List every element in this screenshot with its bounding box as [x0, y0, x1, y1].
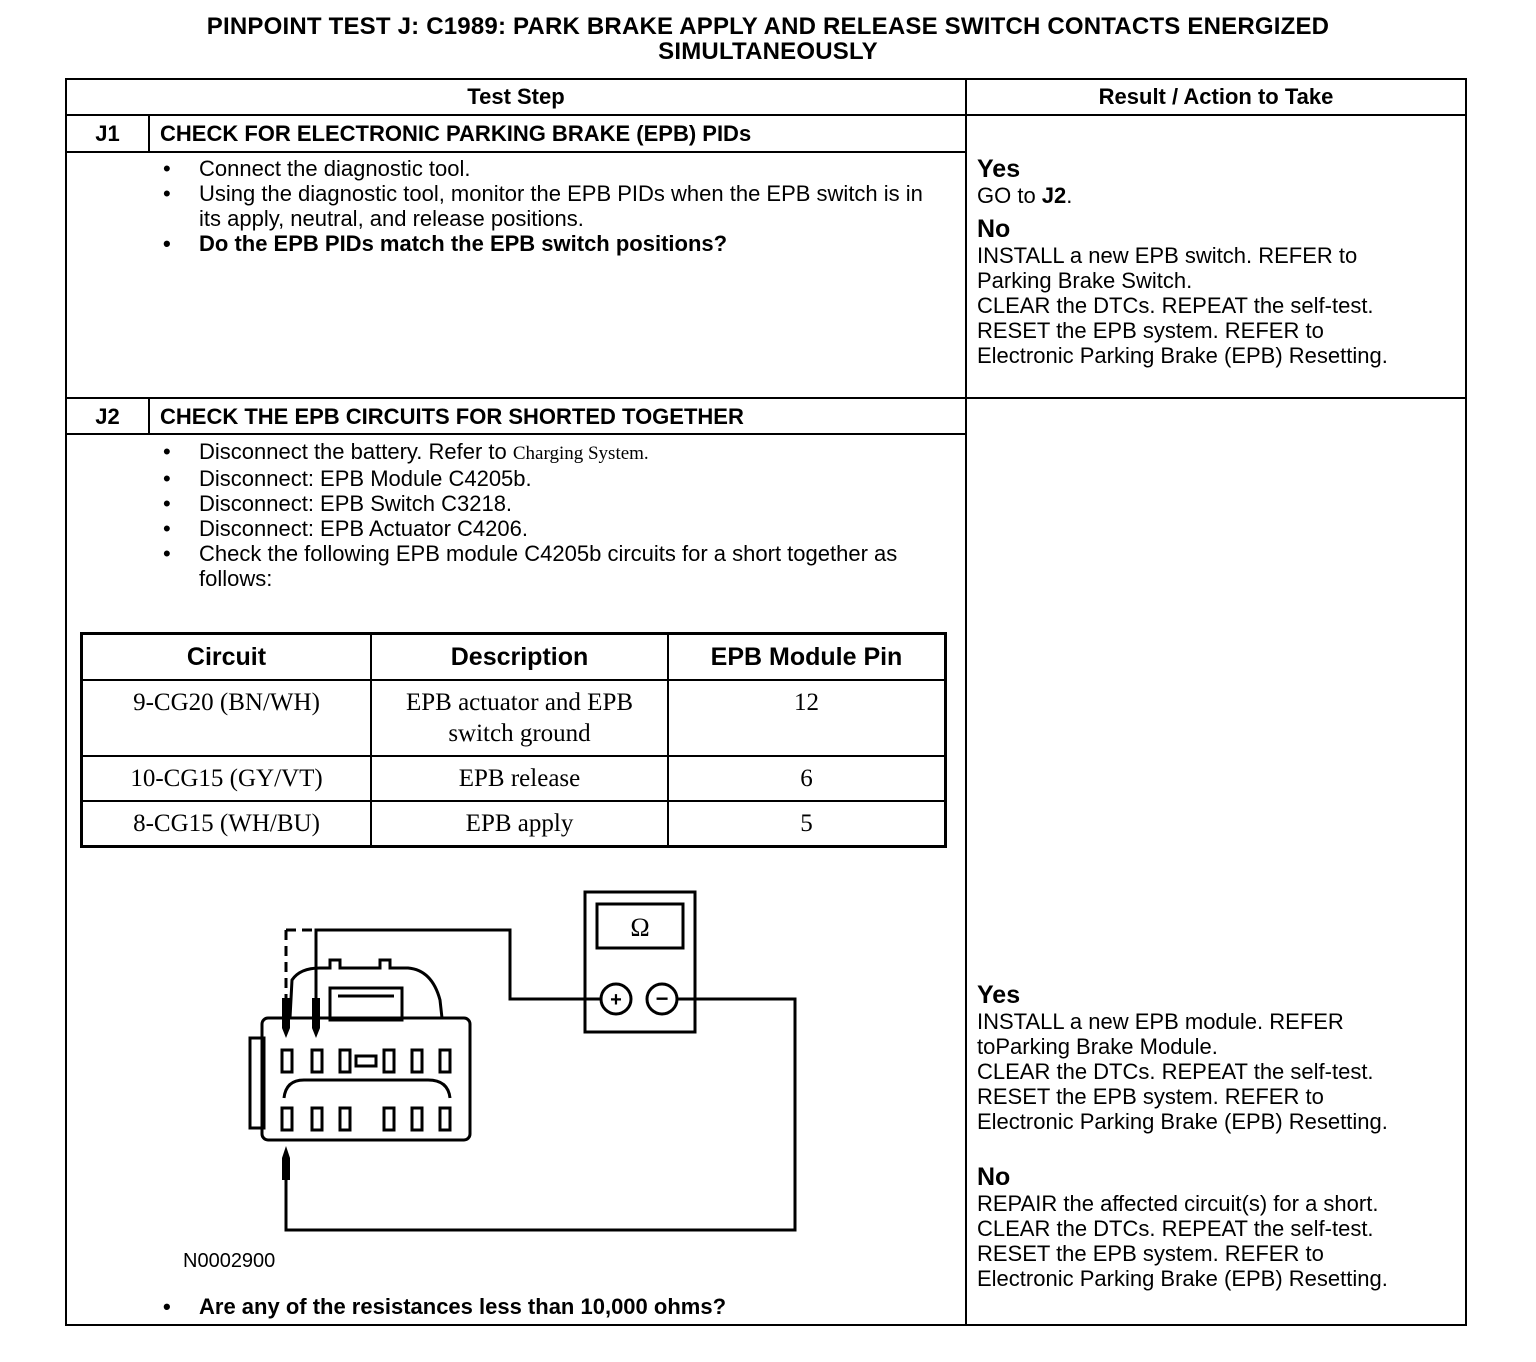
j2-no-line: Electronic Parking Brake (EPB) Resetting. — [977, 1266, 1388, 1291]
col-circuit: Circuit — [82, 634, 372, 681]
title-line-1: PINPOINT TEST J: C1989: PARK BRAKE APPLY AND RELEASE SWITCH CONTACTS ENERGIZED — [206, 13, 1330, 40]
circuit-table — [80, 632, 947, 848]
col-description: Description — [371, 634, 668, 681]
j1-no-line: CLEAR the DTCs. REPEAT the self-test. — [977, 293, 1374, 318]
result-header: Result / Action to Take — [1098, 84, 1334, 109]
j2-id-divider — [148, 399, 150, 434]
j1-yes-label: Yes — [977, 155, 1021, 183]
j2-step-title: CHECK THE EPB CIRCUITS FOR SHORTED TOGETHER — [160, 404, 744, 429]
column-divider — [965, 80, 967, 1324]
j2-no-line: REPAIR the affected circuit(s) for a short. — [977, 1191, 1379, 1216]
j2-result — [977, 982, 1462, 1291]
j2-yes-label: Yes — [977, 981, 1021, 1009]
cell-circuit: 8-CG15 (WH/BU) — [82, 801, 372, 847]
cell-description: EPB apply — [371, 801, 668, 847]
minus-sign: − — [655, 986, 669, 1011]
j1-step-title: CHECK FOR ELECTRONIC PARKING BRAKE (EPB) PIDs — [160, 121, 752, 146]
j1-step-id: J1 — [95, 121, 120, 146]
circuit-table-header — [82, 634, 946, 681]
title-line-2: SIMULTANEOUSLY — [658, 38, 878, 65]
col-module-pin: EPB Module Pin — [668, 634, 946, 681]
j2-bullet: • Check the following EPB module C4205b circuits for a short together as follows: — [151, 541, 911, 591]
j2-yes-line: CLEAR the DTCs. REPEAT the self-test. — [977, 1059, 1374, 1084]
j2-yes-line: Electronic Parking Brake (EPB) Resetting. — [977, 1109, 1388, 1134]
j1-no-line: RESET the EPB system. REFER to — [977, 318, 1324, 343]
table-row — [82, 680, 946, 756]
j2-step-id: J2 — [95, 404, 120, 429]
cell-pin: 12 — [668, 680, 946, 756]
probe-tip-1 — [282, 998, 290, 1028]
figure-id: N0002900 — [183, 1250, 276, 1272]
j1-no-label: No — [977, 215, 1011, 243]
j2-no-label: No — [977, 1163, 1011, 1191]
j1-id-divider — [148, 116, 150, 152]
j2-yes-line: toParking Brake Module. — [977, 1034, 1218, 1059]
cell-description: EPB actuator and EPB switch ground — [371, 680, 668, 756]
j1-bullet: • Connect the diagnostic tool. — [151, 156, 931, 181]
j2-no-line: CLEAR the DTCs. REPEAT the self-test. — [977, 1216, 1374, 1241]
probe-tip-2 — [312, 998, 320, 1028]
j1-bullet: • Using the diagnostic tool, monitor the EPB PIDs when the EPB switch is in its apply, neutral, and release positions. — [151, 181, 931, 231]
j2-question: • Are any of the resistances less than 10,000 ohms? — [151, 1294, 931, 1319]
j1-bullets — [151, 156, 931, 256]
ohmmeter-connector-diagram — [180, 880, 820, 1240]
negative-lead — [286, 999, 795, 1230]
ohm-symbol: Ω — [630, 913, 650, 942]
cell-circuit: 10-CG15 (GY/VT) — [82, 756, 372, 801]
test-step-header: Test Step — [467, 84, 565, 109]
j1-yes-text: GO to J2. — [977, 183, 1073, 208]
j2-bullet: • Disconnect the battery. Refer to Charging System. — [151, 439, 911, 466]
j2-bullet: • Disconnect: EPB Actuator C4206. — [151, 516, 911, 541]
j1-title-divider — [67, 151, 965, 153]
j2-yes-line: INSTALL a new EPB module. REFER — [977, 1009, 1344, 1034]
j1-result — [977, 156, 1462, 368]
table-row — [82, 801, 946, 847]
plus-sign: + — [610, 989, 622, 1011]
j1-no-line: INSTALL a new EPB switch. REFER to — [977, 243, 1358, 268]
j2-bullet: • Disconnect: EPB Module C4205b. — [151, 466, 911, 491]
j2-bullets — [151, 439, 911, 591]
j1-question: • Do the EPB PIDs match the EPB switch positions? — [151, 231, 931, 256]
table-row — [82, 756, 946, 801]
j2-bullet: • Disconnect: EPB Switch C3218. — [151, 491, 911, 516]
j2-no-line: RESET the EPB system. REFER to — [977, 1241, 1324, 1266]
connector-latch — [330, 988, 402, 1020]
charging-system-ref: Charging System. — [512, 443, 649, 464]
j1-no-line: Parking Brake Switch. — [977, 268, 1193, 293]
probe-tip-3 — [282, 1158, 290, 1180]
cell-pin: 5 — [668, 801, 946, 847]
cell-circuit: 9-CG20 (BN/WH) — [82, 680, 372, 756]
j1-no-line: Electronic Parking Brake (EPB) Resetting. — [977, 343, 1388, 368]
cell-pin: 6 — [668, 756, 946, 801]
j2-question-list — [151, 1294, 931, 1319]
page-title — [0, 14, 1536, 64]
cell-description: EPB release — [371, 756, 668, 801]
j2-yes-line: RESET the EPB system. REFER to — [977, 1084, 1324, 1109]
